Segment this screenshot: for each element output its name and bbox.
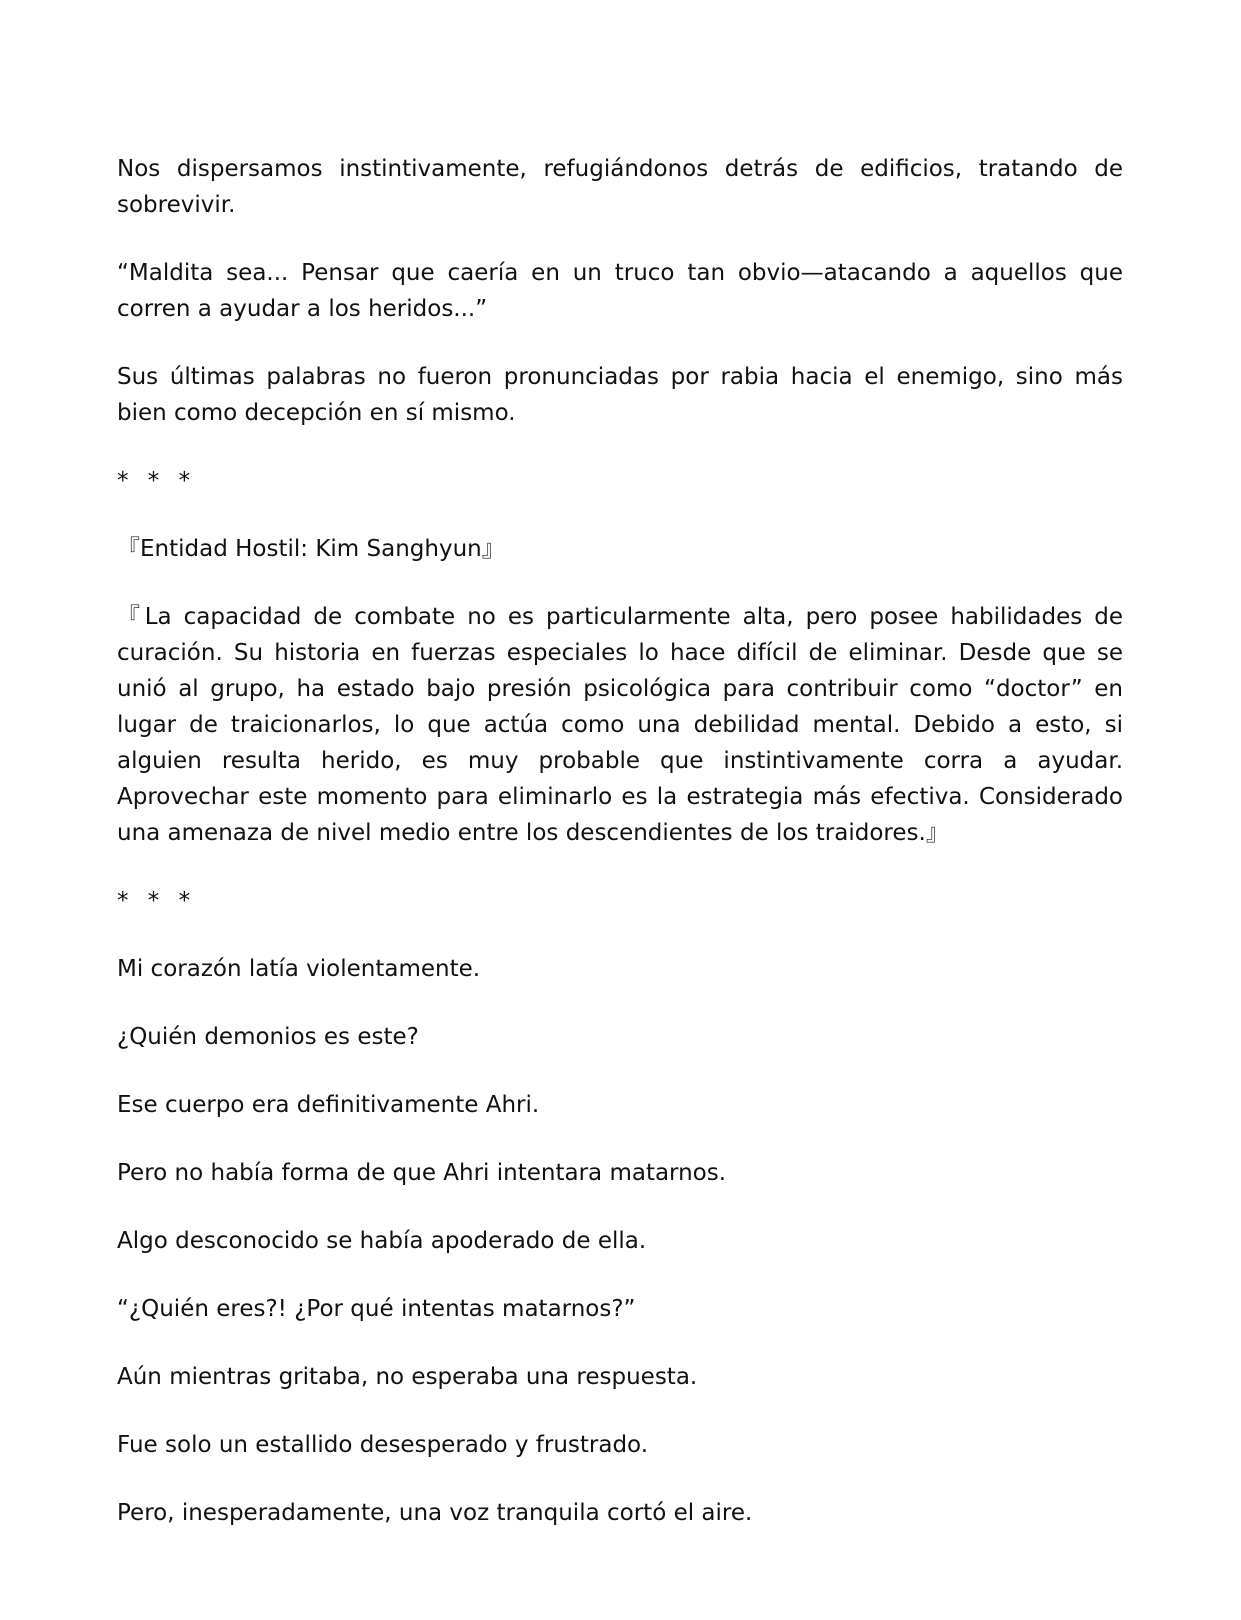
paragraph-14: Aún mientras gritaba, no esperaba una respuesta.: [117, 1364, 698, 1390]
paragraph-1: Nos dispersamos instintivamente, refugiándonos detrás de edificios, tratando de sobrevivir.: [117, 156, 1123, 218]
paragraph-16: Pero, inesperadamente, una voz tranquila cortó el aire.: [117, 1500, 753, 1526]
paragraph-3: Sus últimas palabras no fueron pronunciadas por rabia hacia el enemigo, sino más bien como decepción en sí mismo.: [117, 364, 1123, 426]
paragraph-8: Mi corazón latía violentamente.: [117, 956, 481, 982]
paragraph-2: “Maldita sea... Pensar que caería en un truco tan obvio—atacando a aquellos que corren a ayudar a los heridos...”: [117, 260, 1123, 322]
section-separator-2: * * *: [117, 888, 197, 914]
paragraph-15: Fue solo un estallido desesperado y frustrado.: [117, 1432, 649, 1458]
paragraph-12: Algo desconocido se había apoderado de ella.: [117, 1228, 647, 1254]
section-separator-1: * * *: [117, 468, 197, 494]
paragraph-13: “¿Quién eres?! ¿Por qué intentas matarnos?”: [117, 1296, 636, 1322]
system-notice-title: 『Entidad Hostil: Kim Sanghyun』: [117, 536, 505, 562]
paragraph-11: Pero no había forma de que Ahri intentara matarnos.: [117, 1160, 727, 1186]
document-body: [117, 151, 1123, 1563]
paragraph-10: Ese cuerpo era definitivamente Ahri.: [117, 1092, 540, 1118]
paragraph-9: ¿Quién demonios es este?: [117, 1024, 419, 1050]
system-notice-body: 『La capacidad de combate no es particularmente alta, pero posee habilidades de curación. Su historia en fuerzas especiales lo hace difícil de eliminar. Desde que se unió al grupo, ha estado bajo presión psicológica para contribuir como “doctor” en lugar de traicionarlos, lo que actúa como una debilidad mental. Debido a esto, si alguien resulta herido, es muy probable que instintivamente corra a ayudar. Aprovechar este momento para eliminarlo es la estrategia más efectiva. Considerado una amenaza de nivel medio entre los descendientes de los traidores.』: [117, 604, 1123, 846]
